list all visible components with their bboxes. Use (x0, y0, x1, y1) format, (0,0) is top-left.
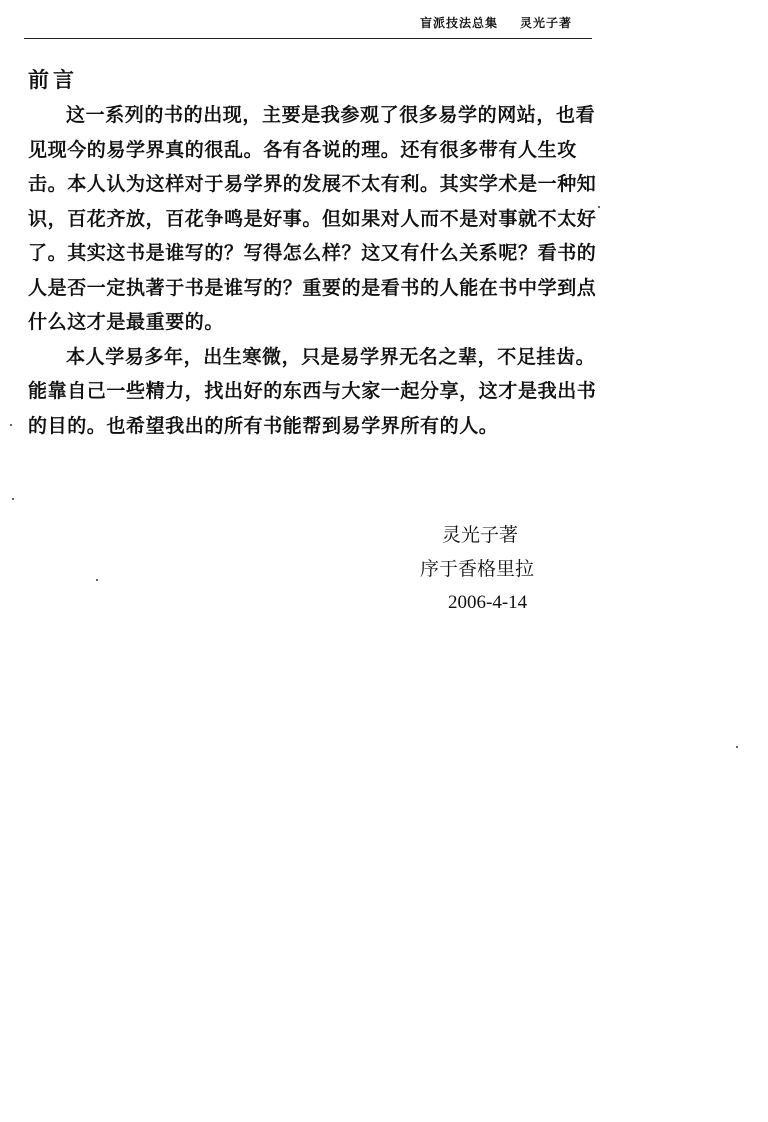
preface-paragraph-2: 本人学易多年，出生寒微，只是易学界无名之辈，不足挂齿。能靠自己一些精力，找出好的东西与大家一起分享，这才是我出书的目的。也希望我出的所有书能帮到易学界所有的人。 (28, 345, 597, 437)
scan-speck (10, 424, 12, 426)
preface-body (28, 98, 608, 443)
running-header (420, 14, 572, 31)
signature-place: 序于香格里拉 (420, 558, 535, 580)
header-rule (24, 38, 592, 39)
scan-speck (598, 206, 600, 208)
header-author: 灵光子著 (519, 16, 572, 30)
signature-block (420, 518, 534, 620)
scan-speck (96, 579, 98, 581)
scan-speck (736, 746, 738, 748)
signature-date: 2006-4-14 (448, 592, 528, 613)
scan-speck (12, 498, 14, 500)
preface-paragraph-1: 这一系列的书的出现，主要是我参观了很多易学的网站，也看见现今的易学界真的很乱。各有各说的理。还有很多带有人生攻击。本人认为这样对于易学界的发展不太有利。其实学术是一种知识，百花齐放，百花争鸣是好事。但如果对人而不是对事就不太好了。其实这书是谁写的？写得怎么样？这又有什么关系呢？看书的人是否一定执著于书是谁写的？重要的是看书的人能在书中学到点什么这才是最重要的。 (28, 104, 597, 333)
signature-author: 灵光子著 (442, 524, 519, 546)
book-title: 盲派技法总集 (419, 16, 498, 30)
preface-title: 前言 (28, 67, 78, 92)
